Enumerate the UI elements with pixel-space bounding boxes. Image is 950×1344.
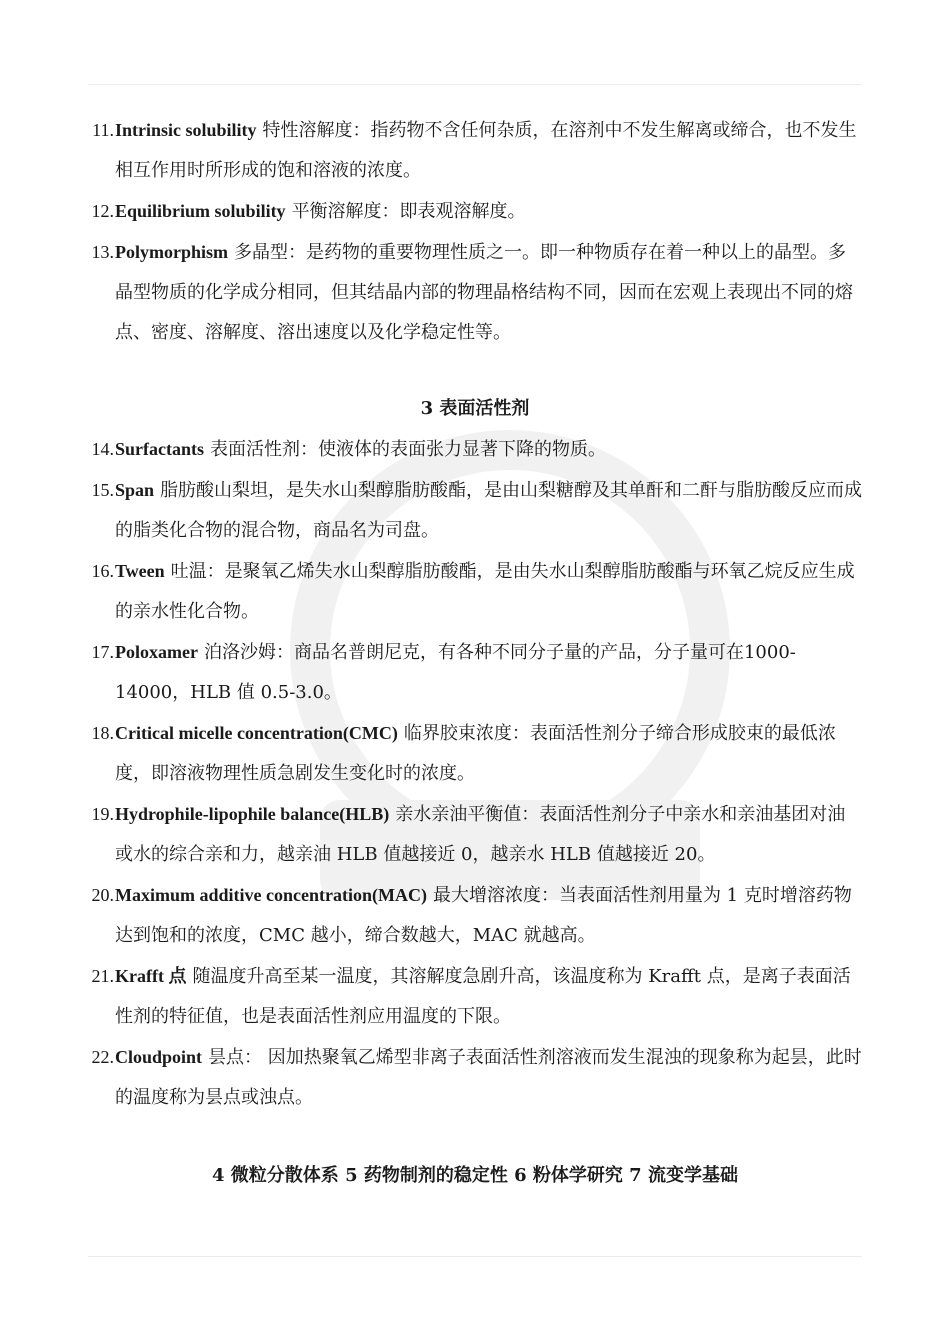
entry-number: 14. (91, 439, 114, 459)
entry-term: Cloudpoint (115, 1047, 203, 1067)
entry-17 (0, 632, 863, 713)
entry-definition: 泊洛沙姆：商品名普朗尼克，有各种不同分子量的产品，分子量可在1000-14000，HLB 值 0.5-3.0。 (115, 642, 796, 703)
entry-definition: 昙点： 因加热聚氧乙烯型非离子表面活性剂溶液而发生混浊的现象称为起昙，此时的温度称为昙点或浊点。 (115, 1047, 862, 1108)
entry-term: Equilibrium solubility (115, 201, 286, 221)
entry-term: Surfactants (115, 439, 204, 459)
entry-definition: 吐温：是聚氧乙烯失水山梨醇脂肪酸酯，是由失水山梨醇脂肪酸酯与环氧乙烷反应生成的亲水性化合物。 (115, 561, 855, 622)
entry-term: Intrinsic solubility (115, 120, 257, 140)
entry-definition: 特性溶解度：指药物不含任何杂质，在溶剂中不发生解离或缔合，也不发生相互作用时所形成的饱和溶液的浓度。 (115, 120, 857, 181)
entry-definition: 随温度升高至某一温度，其溶解度急剧升高，该温度称为 Krafft 点，是离子表面活性剂的特征值，也是表面活性剂应用温度的下限。 (115, 966, 851, 1027)
entry-16 (0, 551, 863, 632)
entry-term: Tween (115, 561, 165, 581)
entry-number: 19. (91, 804, 114, 824)
entry-21 (0, 956, 863, 1037)
entry-number: 15. (91, 480, 114, 500)
entry-12 (0, 191, 863, 232)
entry-definition: 脂肪酸山梨坦，是失水山梨醇脂肪酸酯，是由山梨糖醇及其单酐和二酐与脂肪酸反应而成的脂类化合物的混合物，商品名为司盘。 (115, 480, 863, 541)
entry-number: 21. (91, 966, 114, 986)
entry-number: 13. (91, 242, 114, 262)
entry-number: 18. (91, 723, 114, 743)
entry-definition: 最大增溶浓度：当表面活性剂用量为 1 克时增溶药物达到饱和的浓度，CMC 越小，缔合数越大，MAC 就越高。 (115, 885, 852, 946)
entry-13 (0, 232, 863, 353)
entry-term: Maximum additive concentration(MAC) (115, 885, 427, 905)
entry-19 (0, 794, 863, 875)
entry-number: 22. (91, 1047, 114, 1067)
entry-definition: 平衡溶解度：即表观溶解度。 (291, 201, 526, 222)
entry-term: Krafft 点 (115, 966, 187, 986)
entries-group-b (0, 429, 950, 1118)
entry-18 (0, 713, 863, 794)
entry-term: Critical micelle concentration(CMC) (115, 723, 398, 743)
entry-20 (0, 875, 863, 956)
entry-definition: 临界胶束浓度：表面活性剂分子缔合形成胶束的最低浓度，即溶液物理性质急剧发生变化时的浓度。 (115, 723, 836, 784)
section-heading-3: 3 表面活性剂 (420, 398, 530, 419)
entries-group-a (0, 110, 950, 353)
document-body (0, 110, 950, 1196)
entry-number: 12. (91, 201, 114, 221)
entry-number: 16. (91, 561, 114, 581)
entry-term: Poloxamer (115, 642, 198, 662)
entry-number: 11. (92, 120, 114, 140)
section-heading-4-7: 4 微粒分散体系 5 药物制剂的稳定性 6 粉体学研究 7 流变学基础 (212, 1165, 738, 1186)
entry-22 (0, 1037, 863, 1118)
entry-number: 20. (91, 885, 114, 905)
entry-14 (0, 429, 863, 470)
entry-term: Hydrophile-lipophile balance(HLB) (115, 804, 390, 824)
entry-definition: 亲水亲油平衡值：表面活性剂分子中亲水和亲油基团对油或水的综合亲和力，越亲油 HLB 值越接近 0，越亲水 HLB 值越接近 20。 (115, 804, 846, 865)
header-rule (88, 84, 862, 85)
entry-term: Polymorphism (115, 242, 229, 262)
entry-definition: 表面活性剂：使液体的表面张力显著下降的物质。 (210, 439, 606, 460)
footer-rule (88, 1256, 862, 1257)
entry-term: Span (115, 480, 155, 500)
entry-definition: 多晶型：是药物的重要物理性质之一。即一种物质存在着一种以上的晶型。多晶型物质的化学成分相同，但其结晶内部的物理晶格结构不同，因而在宏观上表现出不同的熔点、密度、溶解度、溶出速度以及化学稳定性等。 (115, 242, 853, 343)
entry-number: 17. (91, 642, 114, 662)
entry-11 (0, 110, 863, 191)
entry-15 (0, 470, 863, 551)
